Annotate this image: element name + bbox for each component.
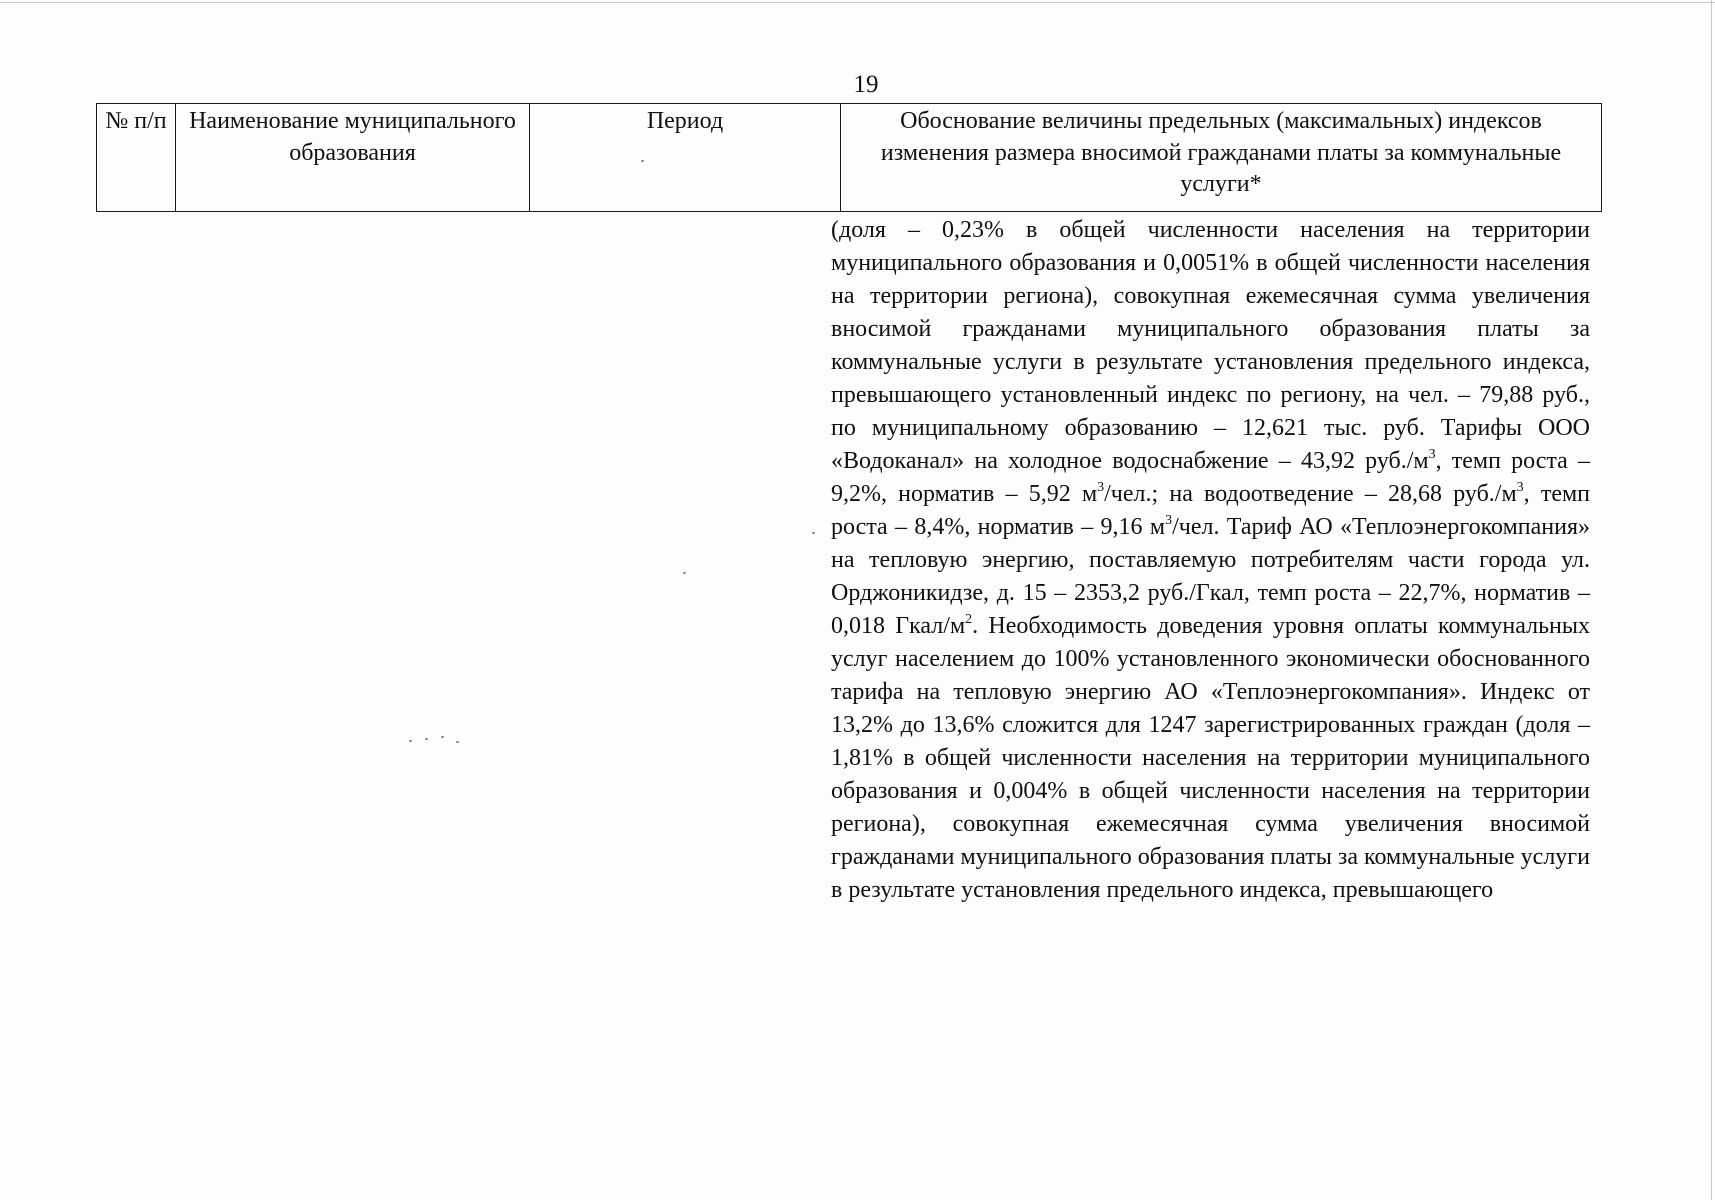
column-header-period: Период — [530, 104, 841, 212]
superscript: 2 — [965, 612, 973, 627]
text-segment: , темп роста – 8,4%, норматив – 9,16 м — [831, 481, 1590, 540]
superscript: 3 — [1165, 513, 1173, 528]
justification-paragraph — [831, 214, 1590, 907]
scan-speck — [441, 736, 444, 738]
scan-speck — [812, 532, 815, 534]
scan-speck — [456, 741, 459, 743]
text-segment: . Необходимость доведения уровня оплаты коммунальных услуг населением до 100% установленного экономически обоснованного тарифа на тепловую энергию АО «Теплоэнергокомпания». Индекс от 13,2% до 13,6% сложится для 1247 зарегистрированных граждан (доля – 1,81% в общей численности населения на территории муниципального образования и 0,004% в общей численности населения на территории региона), совокупная ежемесячная сумма увеличения вносимой гражданами муниципального образования платы за коммунальные услуги в результате установления предельного индекса, превышающего — [831, 613, 1590, 903]
column-header-municipality: Наименование муниципального образования — [176, 104, 530, 212]
table-header-row — [97, 104, 1602, 212]
text-segment: (доля – 0,23% в общей численности населения на территории муниципального образования и 0,0051% в общей численности населения на территории региона), совокупная ежемесячная сумма увеличения вносимой гражданами муниципального образования платы за коммунальные услуги в результате установления предельного индекса, превышающего установленный индекс по региону, на чел. – 79,88 руб., по муниципальному образованию – 12,621 тыс. руб. Тарифы ООО «Водоканал» на холодное водоснабжение – 43,92 руб./м — [831, 217, 1590, 474]
text-segment: /чел.; на водоотведение – 28,68 руб./м — [1104, 481, 1517, 507]
scan-speck — [425, 738, 428, 740]
scan-speck — [641, 160, 644, 162]
page-edge-top — [0, 2, 1715, 3]
text-segment: , темп роста – 9,2%, норматив – 5,92 м — [831, 448, 1590, 507]
page-edge-right — [1711, 0, 1712, 1200]
superscript: 3 — [1097, 480, 1105, 495]
column-header-justification: Обоснование величины предельных (максимальных) индексов изменения размера вносимой гражданами платы за коммунальные услуги* — [841, 104, 1602, 212]
page-number: 19 — [853, 71, 879, 98]
column-header-number: № п/п — [97, 104, 176, 212]
text-segment: /чел. Тариф АО «Теплоэнергокомпания» на тепловую энергию, поставляемую потребителям части города ул. Орджоникидзе, д. 15 – 2353,2 руб./Гкал, темп роста – 22,7%, норматив – 0,018 Гкал/м — [831, 514, 1590, 639]
superscript: 3 — [1516, 480, 1524, 495]
scan-speck — [683, 572, 686, 574]
scan-speck — [409, 740, 412, 742]
justification-text — [831, 214, 1590, 907]
superscript: 3 — [1428, 447, 1436, 462]
table-header — [96, 103, 1602, 212]
